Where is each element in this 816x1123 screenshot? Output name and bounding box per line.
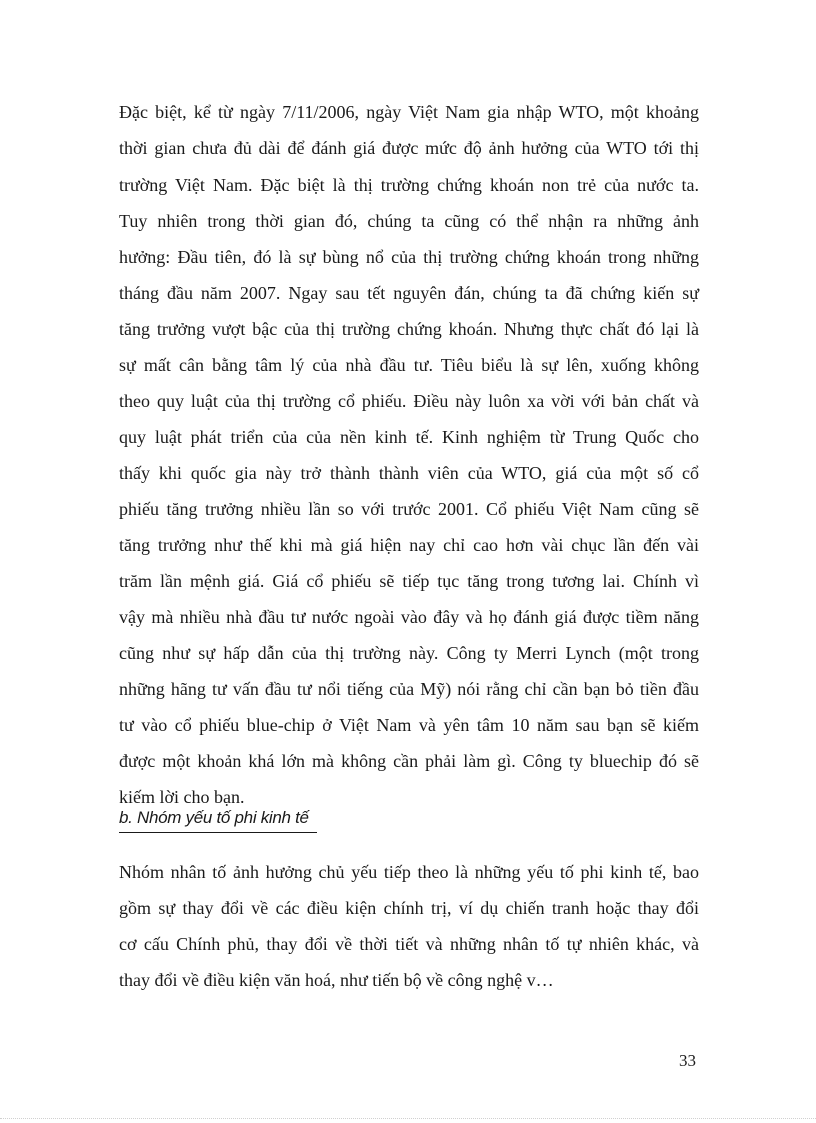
text-line: gồm sự thay đổi về các điều kiện chính trị, ví dụ chiến tranh hoặc thay đổi [119, 898, 699, 918]
body-paragraph-2 [119, 860, 699, 1004]
text-line: tăng trưởng vượt bậc của thị trường chứng khoán. Nhưng thực chất đó lại là [119, 319, 699, 339]
text-line: thấy khi quốc gia này trở thành thành viên của WTO, giá của một số cổ [119, 463, 699, 483]
text-line: sự mất cân bằng tâm lý của nhà đầu tư. Tiêu biểu là sự lên, xuống không [119, 355, 699, 375]
text-line: tư vào cổ phiếu blue-chip ở Việt Nam và yên tâm 10 năm sau bạn sẽ kiếm [119, 715, 699, 735]
text-line: vậy mà nhiều nhà đầu tư nước ngoài vào đây và họ đánh giá được tiềm năng [119, 607, 699, 627]
text-line: trường Việt Nam. Đặc biệt là thị trường chứng khoán non trẻ của nước ta. [119, 175, 699, 195]
text-line: thay đổi về điều kiện văn hoá, như tiến bộ về công nghệ v… [119, 970, 554, 990]
text-line: theo quy luật của thị trường cổ phiếu. Điều này luôn xa vời với bản chất và [119, 391, 699, 411]
text-line: Tuy nhiên trong thời gian đó, chúng ta cũng có thể nhận ra những ảnh [119, 211, 699, 231]
text-line: phiếu tăng trưởng nhiều lần so với trước 2001. Cổ phiếu Việt Nam cũng sẽ [119, 499, 699, 519]
text-line: hưởng: Đầu tiên, đó là sự bùng nổ của thị trường chứng khoán trong những [119, 247, 699, 267]
text-line: cơ cấu Chính phủ, thay đổi về thời tiết và những nhân tố tự nhiên khác, và [119, 934, 699, 954]
text-line: những hãng tư vấn đầu tư nổi tiếng của Mỹ) nói rằng chỉ cần bạn bỏ tiền đầu [119, 679, 699, 699]
text-line: kiếm lời cho bạn. [119, 787, 245, 807]
page-bottom-divider [0, 1118, 816, 1119]
text-line: tăng trưởng như thế khi mà giá hiện nay chỉ cao hơn vài chục lần đến vài [119, 535, 699, 555]
section-subheading: b. Nhóm yếu tố phi kinh tế [119, 806, 317, 833]
text-line: thời gian chưa đủ dài để đánh giá được mức độ ảnh hưởng của WTO tới thị [119, 138, 699, 158]
text-line: Đặc biệt, kể từ ngày 7/11/2006, ngày Việt Nam gia nhập WTO, một khoảng [119, 102, 699, 122]
page-number: 33 [679, 1051, 696, 1070]
text-line: trăm lần mệnh giá. Giá cổ phiếu sẽ tiếp tục tăng trong tương lai. Chính vì [119, 571, 699, 591]
text-line: được một khoản khá lớn mà không cần phải làm gì. Công ty bluechip đó sẽ [119, 751, 699, 771]
text-line: Nhóm nhân tố ảnh hưởng chủ yếu tiếp theo là những yếu tố phi kinh tế, bao [119, 862, 699, 882]
text-line: tháng đầu năm 2007. Ngay sau tết nguyên đán, chúng ta đã chứng kiến sự [119, 283, 699, 303]
text-line: cũng như sự hấp dẫn của thị trường này. Công ty Merri Lynch (một trong [119, 643, 699, 663]
body-paragraph-1 [119, 100, 699, 821]
text-line: quy luật phát triển của của nền kinh tế. Kinh nghiệm từ Trung Quốc cho [119, 427, 699, 447]
